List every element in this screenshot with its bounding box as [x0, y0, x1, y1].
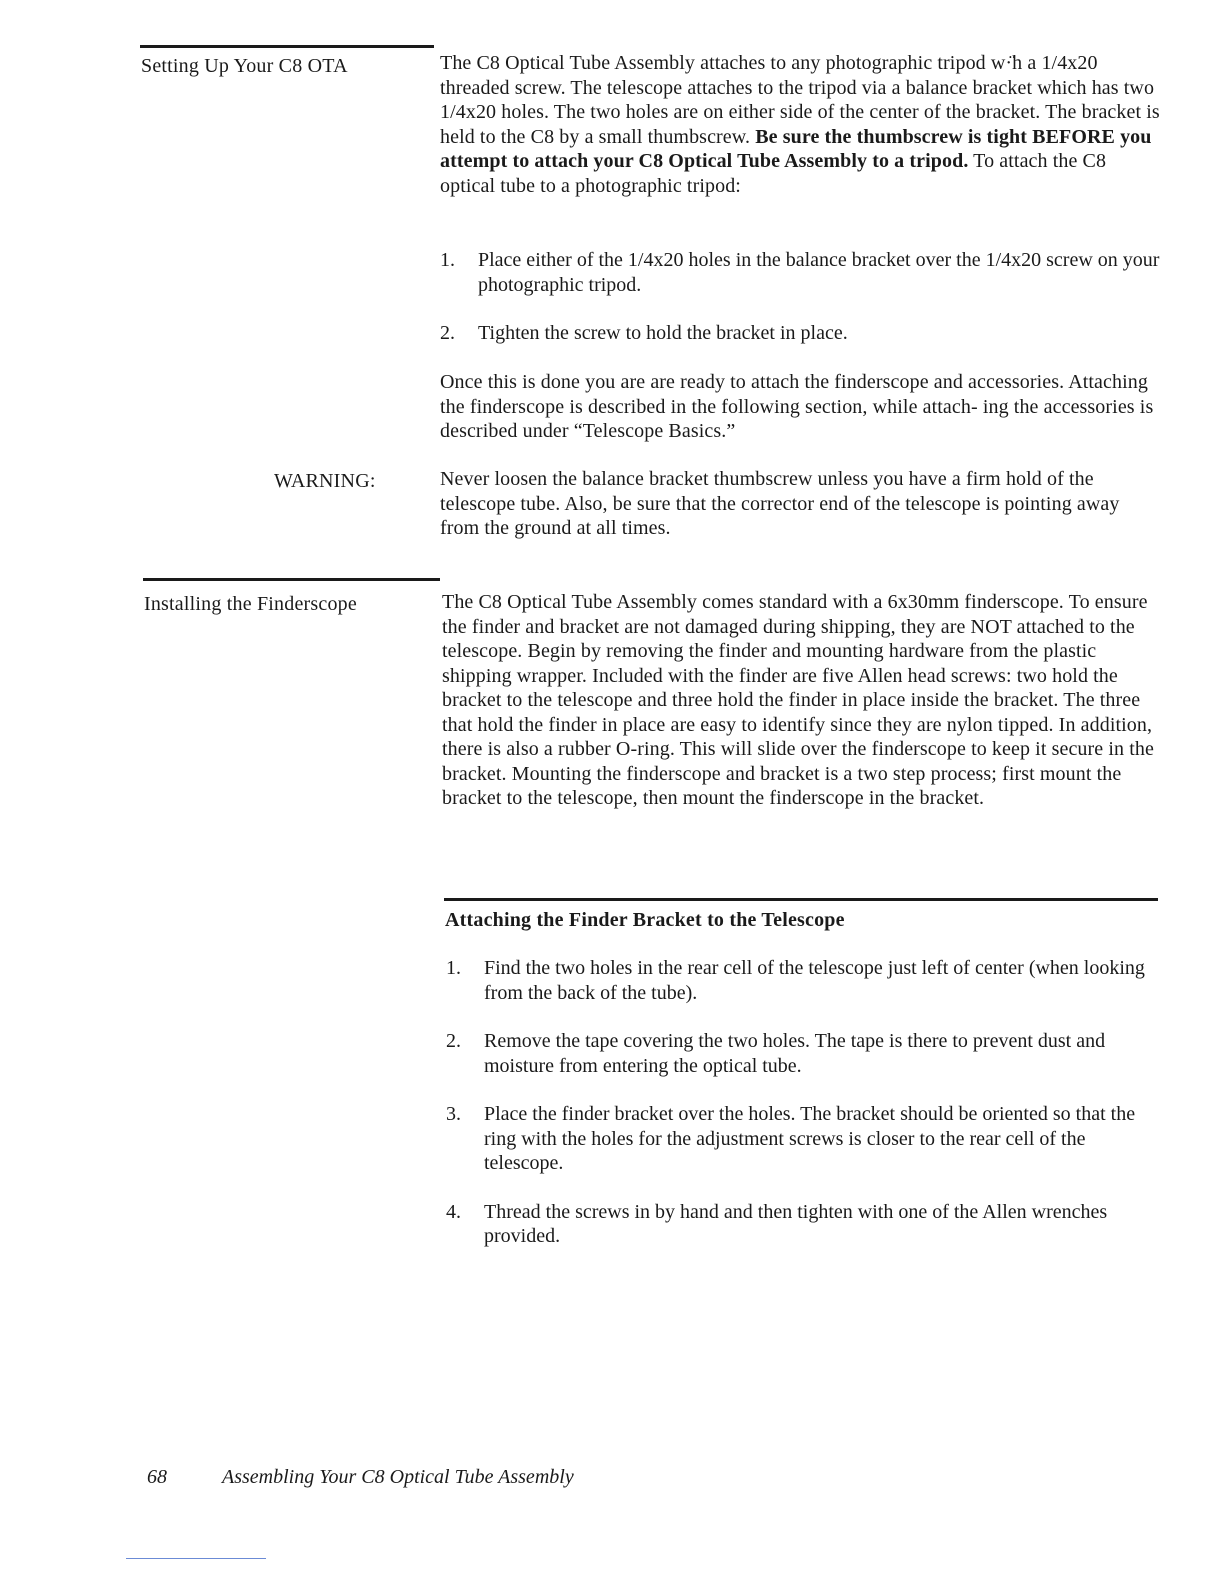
- step-text: Place either of the 1/4x20 holes in the balance bracket over the 1/4x20 screw on your photographic tripod.: [478, 249, 1160, 296]
- step-text: Thread the screws in by hand and then tighten with one of the Allen wrenches provided.: [484, 1200, 1108, 1247]
- setup-intro-bold-warning: Be sure the thumbscrew is tight BEFORE you attempt to attach your C8 Optical Tube Assembly to a tripod.: [440, 125, 1152, 172]
- setup-intro-paragraph: [440, 51, 1160, 198]
- setup-closing-paragraph: [440, 370, 1160, 444]
- warning-text: Never loosen the balance bracket thumbscrew unless you have a firm hold of the telescope tube. Also, be sure that the corrector end of the telescope is pointing away from the ground at all times.: [440, 468, 1120, 539]
- step-text: Tighten the screw to hold the bracket in place.: [478, 322, 848, 344]
- bottom-edge-line: [126, 1558, 266, 1559]
- step-number: 2.: [440, 322, 455, 344]
- step-number: 4.: [446, 1200, 461, 1223]
- step-number: 1.: [440, 249, 455, 271]
- section-rule-finderscope: [143, 578, 440, 581]
- step-number: 2.: [446, 1030, 461, 1052]
- warning-label: WARNING:: [274, 470, 376, 492]
- bracket-steps-list: [446, 956, 1156, 1249]
- finderscope-body-text: The C8 Optical Tube Assembly comes standard with a 6x30mm finderscope. To ensure the finder and bracket are not damaged during shipping, they are NOT attached to the telescope. Begin by removing the finder and mounting hardware from the plastic shipping wrapper. Included with the finder are five Allen head screws: two hold the bracket to the telescope and three hold the finder in place inside the bracket. The three that hold the finder in place are easy to identify since they are nylon tipped. In addition, there is also a rubber O-ring. This will slide over the finderscope to keep it secure in the bracket. Mounting the finderscope and bracket is a two step process; first mount the bracket to the telescope, then mount the finderscope in the bracket.: [442, 591, 1154, 809]
- list-item: [446, 1200, 1156, 1249]
- subheading-attach-bracket: Attaching the Finder Bracket to the Telescope: [445, 909, 845, 931]
- step-number: 3.: [446, 1103, 461, 1125]
- step-text: Remove the tape covering the two holes. The tape is there to prevent dust and moisture from entering the optical tube.: [484, 1030, 1106, 1077]
- side-heading-setup: Setting Up Your C8 OTA: [141, 55, 348, 77]
- step-text: Place the finder bracket over the holes. The bracket should be oriented so that the ring with the holes for the adjustment screws is closer to the rear cell of the telescope.: [484, 1103, 1136, 1174]
- footer-title: Assembling Your C8 Optical Tube Assembly: [222, 1466, 574, 1488]
- list-item: [440, 248, 1160, 297]
- step-text: Find the two holes in the rear cell of the telescope just left of center (when looking from the back of the tube).: [484, 957, 1145, 1004]
- page-number: 68: [147, 1466, 167, 1488]
- finderscope-body-paragraph: [442, 590, 1160, 811]
- list-item: [440, 321, 1160, 346]
- list-item: [446, 1029, 1156, 1078]
- setup-intro-text: [440, 51, 1160, 198]
- section-rule-setup: [140, 45, 434, 48]
- subsection-rule-bracket: [444, 898, 1158, 901]
- warning-paragraph: [440, 467, 1160, 541]
- setup-intro-plain: The C8 Optical Tube Assembly attaches to any photographic tripod w·̈h a 1/4x20 threaded screw. The telescope attaches to the tripod via a balance bracket which has two 1/4x20 holes. The two holes are on either side of the center of the bracket. The bracket is held to the C8 by a small thumbscrew.: [440, 52, 1160, 148]
- step-number: 1.: [446, 957, 461, 979]
- list-item: [446, 956, 1156, 1005]
- setup-closing-text: Once this is done you are are ready to attach the finderscope and accessories. Attaching the finderscope is described in the following section, while attach- ing the accessories is described under “Telescope Basics.”: [440, 371, 1154, 442]
- setup-steps-list: [440, 248, 1160, 346]
- list-item: [446, 1102, 1156, 1176]
- setup-intro-after: To attach the C8 optical tube to a photographic tripod:: [440, 150, 1107, 197]
- side-heading-finderscope: Installing the Finderscope: [144, 593, 357, 615]
